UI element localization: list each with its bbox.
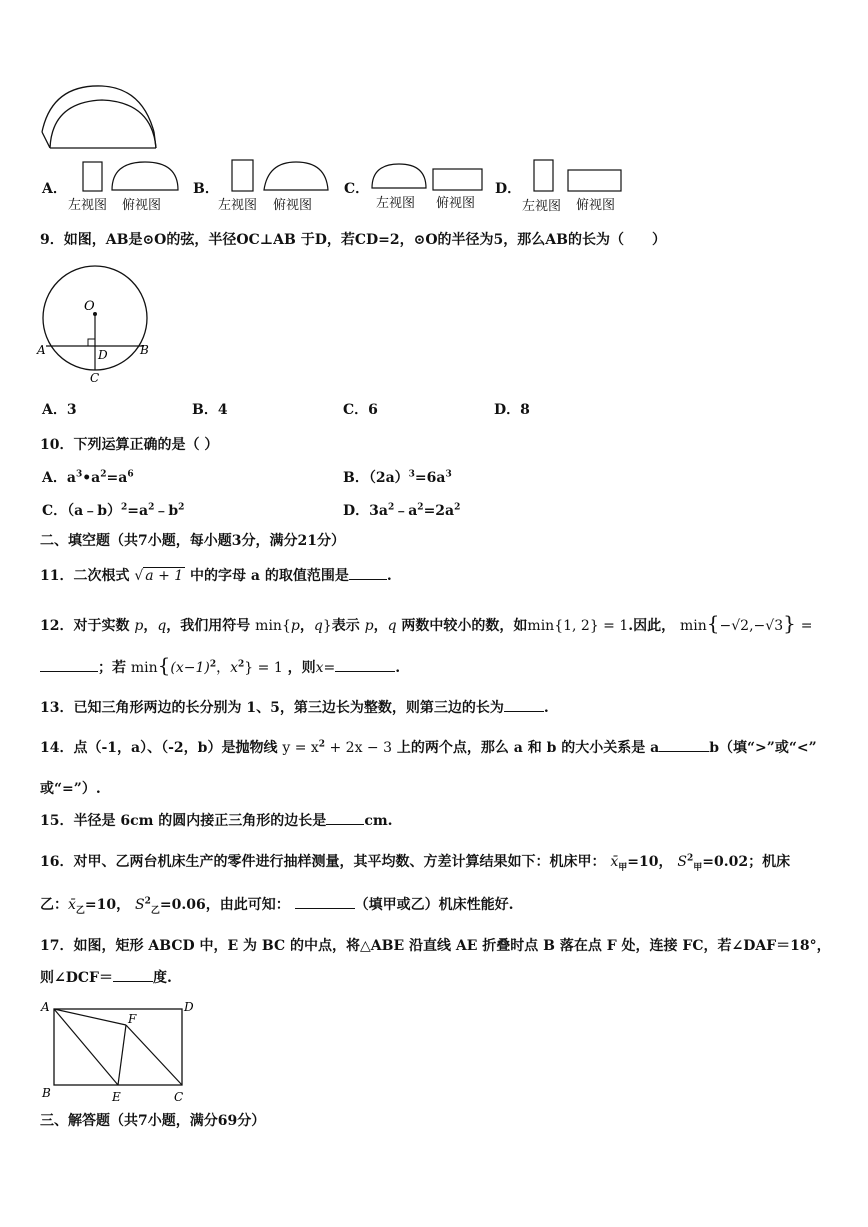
q10-d-exp2: 2 xyxy=(417,502,424,513)
q12-neg-sqrt2: −√2 xyxy=(719,618,750,634)
q8-option-d-letter: D． xyxy=(495,181,522,197)
q10-option-c xyxy=(42,500,184,520)
q12-example: min{1, 2} = 1 xyxy=(527,618,629,634)
q17-label-f: F xyxy=(128,1012,137,1026)
q12-p-3: p xyxy=(364,618,374,634)
q10-d-exp1: 2 xyxy=(387,502,395,513)
q10-c-pre: C．（a﹣b） xyxy=(42,503,122,519)
q11-end: . xyxy=(386,568,392,584)
q14-pre: 点（-1，a）、（-2，b）是抛物线 xyxy=(73,740,278,756)
q12-l2-b: ，则 xyxy=(287,660,316,676)
q8-option-b-left-view-label: 左视图 xyxy=(218,198,258,213)
q9-label-c: C xyxy=(90,371,100,384)
q16-eq10a: =10， xyxy=(627,854,673,870)
q10-option-b xyxy=(343,467,452,487)
q10-a-exp2: 2 xyxy=(100,469,107,480)
q17-label-a: A xyxy=(41,1000,50,1014)
q12-l2-expr: (x−1) xyxy=(170,660,210,676)
q17-l1: 如图，矩形 ABCD 中，E 为 BC 的中点，将△ABE 沿直线 AE 折叠时点 B 落在点 F 处，连接 FC，若∠DAF＝18°， xyxy=(73,938,831,954)
q17-label-d: D xyxy=(184,1000,194,1014)
q12-l1-a: 对于实数 xyxy=(73,618,130,634)
q8-option-c-left-view-icon xyxy=(370,162,428,190)
q10-d-pre: D．3a xyxy=(343,503,388,519)
q10-d-mid: ﹣a xyxy=(394,503,418,519)
q8-option-d-left-view-icon xyxy=(533,159,555,193)
q17-l2-end: 度. xyxy=(152,970,172,986)
q10-a-exp3: 6 xyxy=(127,469,134,480)
question-9 xyxy=(40,229,666,249)
q12-p: p xyxy=(134,618,144,634)
q10-c-post: ﹣b xyxy=(154,503,179,519)
q12-min-2: min xyxy=(680,618,707,634)
q9-number: 9． xyxy=(40,232,64,248)
q8-option-b-letter: B． xyxy=(193,181,219,197)
q16-s-sub-jia: 甲 xyxy=(693,862,703,873)
q8-option-d-top-view-label: 俯视图 xyxy=(576,198,616,213)
q17-rectangle-figure xyxy=(38,995,198,1105)
q8-option-c-left-view-label: 左视图 xyxy=(376,196,416,211)
q12-answer-blank-1[interactable] xyxy=(40,657,98,672)
q12-l1-c: 表示 xyxy=(331,618,360,634)
q17-label-b: B xyxy=(42,1086,51,1100)
q16-l1: 对甲、乙两台机床生产的零件进行抽样测量，其平均数、方差计算结果如下：机床甲： xyxy=(73,854,606,870)
q10-option-a xyxy=(42,467,134,487)
question-17-line-2 xyxy=(40,967,172,987)
q12-sep-1: ， xyxy=(143,618,158,634)
q8-option-b-top-view-icon xyxy=(262,160,330,192)
q13-text: 已知三角形两边的长分别为 1、5，第三边长为整数，则第三边的长为 xyxy=(73,700,504,716)
q12-l2-end: . xyxy=(395,660,401,676)
q8-option-b-top-view-label: 俯视图 xyxy=(273,198,313,213)
q16-l2b: （填甲或乙）机床性能好. xyxy=(354,897,514,913)
q10-a-exp1: 3 xyxy=(75,469,83,480)
q11-number: 11． xyxy=(40,568,74,584)
q8-option-a-letter: A． xyxy=(42,181,67,197)
q12-l1-e: .因此， xyxy=(628,618,676,634)
q16-sub-yi: 乙 xyxy=(75,905,85,916)
q16-xbar-yi: x̄ xyxy=(68,897,76,913)
section-2-heading: 二、填空题（共7小题，每小题3分，满分21分） xyxy=(40,533,345,549)
q8-option-c-letter: C． xyxy=(344,181,370,197)
q12-q-3: q xyxy=(387,618,397,634)
q9-text: 如图，AB是⊙O的弦，半径OC⊥AB 于D，若CD=2，⊙O的半径为5，那么AB的长为（ ） xyxy=(63,232,666,248)
q11-post: 中的字母 a 的取值范围是 xyxy=(190,568,349,584)
question-12-line-2: ；若 $\min\{(x-1)^2$，$x^2\} = 1$ ，则x= . xyxy=(40,653,400,677)
q9-label-b: B xyxy=(140,343,149,357)
q12-min-3: min xyxy=(130,660,158,676)
q9-label-d: D xyxy=(98,348,108,362)
question-17-line-1 xyxy=(40,935,831,955)
q10-a-mid: •a xyxy=(82,470,101,486)
q16-sub-jia: 甲 xyxy=(618,862,628,873)
q16-xbar-jia: x̄ xyxy=(610,854,619,870)
q14-number: 14． xyxy=(40,740,74,756)
question-14-line-1 xyxy=(40,737,817,757)
q10-a-post: =a xyxy=(106,470,128,486)
q15-answer-blank[interactable] xyxy=(326,810,364,825)
q12-l2-exp-2: 2 xyxy=(238,659,245,670)
q9-option-a: A．3 xyxy=(42,402,77,418)
q12-q-2: q xyxy=(313,618,323,634)
q9-label-a: A xyxy=(37,343,46,357)
q8-option-c-top-view-icon xyxy=(432,168,484,192)
q17-label-e: E xyxy=(112,1090,121,1104)
q9-option-b: B．4 xyxy=(192,402,228,418)
question-13 xyxy=(40,697,549,717)
q16-number: 16． xyxy=(40,854,74,870)
q16-s-sup-yi: 2 xyxy=(144,896,151,907)
q12-neg-sqrt3: −√3 xyxy=(753,618,784,634)
q13-end: . xyxy=(543,700,549,716)
question-12-line-1: 12．对于实数 p，q，我们用符号 min{p，q}表示 p，q 两数中较小的数，如min{1, 2} = 1.因此， min{−√2,−√3} = xyxy=(40,611,813,635)
q16-eq002: =0.02；机床 xyxy=(702,854,791,870)
q11-radical: √ a + 1 xyxy=(134,568,184,584)
q10-b-post: =6a xyxy=(414,470,446,486)
q11-radicand: a + 1 xyxy=(145,568,184,584)
q14-formula-b: + 2x − 3 xyxy=(325,740,393,756)
q13-answer-blank[interactable] xyxy=(504,697,544,712)
q8-option-d-left-view-label: 左视图 xyxy=(522,199,562,214)
q12-brace-l: { xyxy=(281,618,291,634)
q10-b-exp2: 3 xyxy=(445,469,452,480)
q16-answer-blank[interactable] xyxy=(295,894,355,909)
q12-l1-d: 两数中较小的数，如 xyxy=(401,618,528,634)
q10-c-exp1: 2 xyxy=(121,502,128,513)
q17-answer-blank[interactable] xyxy=(113,967,153,982)
q16-s-sup-jia: 2 xyxy=(686,853,694,864)
q11-answer-blank[interactable] xyxy=(349,565,387,580)
question-15 xyxy=(40,810,393,830)
q15-text: 半径是 6cm 的圆内接正三角形的边长是 xyxy=(73,813,327,829)
q10-c-exp2: 2 xyxy=(148,502,155,513)
q12-sep-2: ， xyxy=(299,618,314,634)
q17-label-c: C xyxy=(174,1090,184,1104)
q16-s-yi: S xyxy=(135,897,145,913)
q13-number: 13． xyxy=(40,700,74,716)
q12-l2-exp: 2 xyxy=(209,659,217,670)
q10-d-exp3: 2 xyxy=(454,502,461,513)
q14-post: 上的两个点，那么 a 和 b 的大小关系是 a xyxy=(396,740,660,756)
q9-circle-figure xyxy=(36,258,154,384)
q15-unit: cm. xyxy=(364,813,393,829)
q16-s-sub-yi: 乙 xyxy=(150,905,160,916)
q12-q: q xyxy=(157,618,167,634)
q10-number: 10． xyxy=(40,437,74,453)
q12-l1-eq: = xyxy=(800,618,813,634)
q12-l2-x: x xyxy=(315,660,324,676)
q8-option-b-left-view-icon xyxy=(231,159,255,193)
q14-formula-exp: 2 xyxy=(318,739,326,750)
q17-l2: 则∠DCF＝ xyxy=(40,970,113,986)
q8-option-a-top-view-icon xyxy=(110,160,180,192)
q10-text: 下列运算正确的是（ ） xyxy=(73,437,219,453)
q14-answer-blank[interactable] xyxy=(659,737,709,752)
question-11 xyxy=(40,565,392,585)
q10-c-exp3: 2 xyxy=(178,502,185,513)
question-16-line-1 xyxy=(40,851,790,873)
q12-brace-r: } xyxy=(322,618,332,634)
q11-pre: 二次根式 xyxy=(73,568,130,584)
q8-option-a-left-view-icon xyxy=(82,161,104,193)
question-16-line-2 xyxy=(40,894,513,916)
q10-d-post: =2a xyxy=(423,503,455,519)
q10-option-d xyxy=(343,500,460,520)
q16-s-jia: S xyxy=(677,854,687,870)
q9-option-c: C．6 xyxy=(343,402,378,418)
q10-b-pre: B．（2a） xyxy=(343,470,409,486)
q10-c-mid: =a xyxy=(127,503,149,519)
q9-label-o: O xyxy=(84,299,95,314)
q14-formula-a: y = x xyxy=(282,740,319,756)
q8-solid-figure xyxy=(38,80,163,152)
q16-eq006: =0.06，由此可知： xyxy=(159,897,290,913)
q8-option-a-left-view-label: 左视图 xyxy=(68,198,108,213)
q10-b-exp1: 3 xyxy=(408,469,415,480)
q8-option-a-top-view-label: 俯视图 xyxy=(122,198,162,213)
q17-number: 17． xyxy=(40,938,74,954)
q12-l2-a: ；若 xyxy=(98,660,126,676)
q12-answer-blank-2[interactable] xyxy=(335,657,395,672)
q8-option-d-top-view-icon xyxy=(567,169,623,193)
q12-l2-eq: = xyxy=(323,660,336,676)
q16-l2a: 乙： xyxy=(40,897,68,913)
q14-post2: b（填“>”或“<” xyxy=(709,740,817,756)
q16-eq10b: =10， xyxy=(84,897,131,913)
section-3-heading: 三、解答题（共7小题，满分69分） xyxy=(40,1113,266,1129)
q9-option-d: D．8 xyxy=(494,402,530,418)
q12-number: 12． xyxy=(40,618,74,634)
q12-min-1: min xyxy=(255,618,282,634)
question-10 xyxy=(40,434,218,454)
q12-l2-x2: x xyxy=(230,660,239,676)
q12-p-2: p xyxy=(290,618,300,634)
q10-a-pre: A．a xyxy=(42,470,76,486)
question-14-line-2: 或“=”）. xyxy=(40,781,101,797)
q8-option-c-top-view-label: 俯视图 xyxy=(436,196,476,211)
q15-number: 15． xyxy=(40,813,74,829)
q12-sep-3: ， xyxy=(373,618,388,634)
q12-l2-eq1: } = 1 xyxy=(244,660,283,676)
q12-l1-b: ，我们用符号 xyxy=(166,618,251,634)
